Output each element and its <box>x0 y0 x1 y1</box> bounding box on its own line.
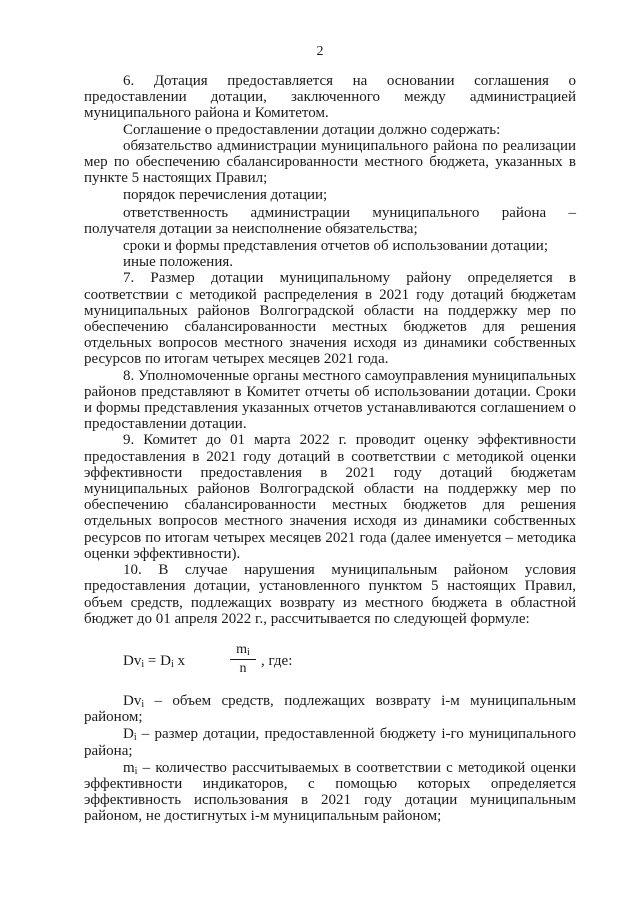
paragraph-6: 6. Дотация предоставляется на основании соглашения о предоставлении дотации, заключенного между администрацией муниципального района и Комитетом. <box>84 73 576 122</box>
refund-formula <box>123 641 576 681</box>
formula-tail: , где: <box>261 652 293 669</box>
page-number: 2 <box>316 44 324 59</box>
document-body <box>84 73 576 825</box>
definition-m: $m_i$ – количество рассчитываемых в соответствии с методикой оценки эффективности индикаторов, с помощью которых определяется эффективность использования в 2021 году дотации муниципальным районом, не достигнутых i-м муниципальным районом; <box>84 759 576 825</box>
paragraph-8: 8. Уполномоченные органы местного самоуправления муниципальных районов представляют в Комитет отчеты об использовании дотации. Сроки и формы представления указанных отчетов устанавливаются соглашением о предоставлении дотации. <box>84 367 576 433</box>
definition-dv: $Dv_i$ – объем средств, подлежащих возврату i-м муниципальным районом; <box>84 692 576 726</box>
definition-d: $D_i$ – размер дотации, предоставленной бюджету i-го муниципального района; <box>84 726 576 759</box>
agreement-item-obligation: обязательство администрации муниципального района по реализации мер по обеспечению сбалансированности местного бюджета, указанных в пункте 5 настоящих Правил; <box>84 137 576 187</box>
paragraph-10: 10. В случае нарушения муниципальным районом условия предоставления дотации, установленного пунктом 5 настоящих Правил, объем средств, подлежащих возврату из местного бюджета в областной бюджет до 01 апреля 2022 г., рассчитывается по следующей формуле: <box>84 562 576 627</box>
formula-lhs: $Dv_i = D_i$ x <box>123 652 189 670</box>
formula-denominator: n <box>239 661 247 677</box>
agreement-item-responsibility: ответственность администрации муниципального района – получателя дотации за неисполнение обязательства; <box>84 204 576 237</box>
paragraph-9: 9. Комитет до 01 марта 2022 г. проводит оценку эффективности предоставления в 2021 году дотаций в соответствии с методикой оценки эффективности предоставления в 2021 году дотаций бюджетам муниципальных районов Волгоградской области на поддержку мер по обеспечению сбалансированности местных бюджетов для решения отдельных вопросов местного значения исходя из динамики собственных ресурсов по итогам четырех месяцев 2021 года (далее именуется – методика оценки эффективности). <box>84 432 576 562</box>
agreement-item-reports: сроки и формы представления отчетов об использовании дотации; <box>123 238 548 255</box>
paragraph-7: 7. Размер дотации муниципальному району определяется в соответствии с методикой распределения в 2021 году дотаций бюджетам муниципальных районов Волгоградской области на поддержку мер по обеспечению сбалансированности местных бюджетов для решения отдельных вопросов местного значения исходя из динамики собственных ресурсов по итогам четырех месяцев 2021 года. <box>84 270 576 368</box>
formula-fraction <box>230 642 256 677</box>
agreement-contents-intro: Соглашение о предоставлении дотации должно содержать: <box>123 121 501 138</box>
agreement-item-transfer-order: порядок перечисления дотации; <box>123 187 328 204</box>
formula-numerator: $m_i$ <box>230 642 256 660</box>
agreement-item-other: иные положения. <box>123 254 234 271</box>
